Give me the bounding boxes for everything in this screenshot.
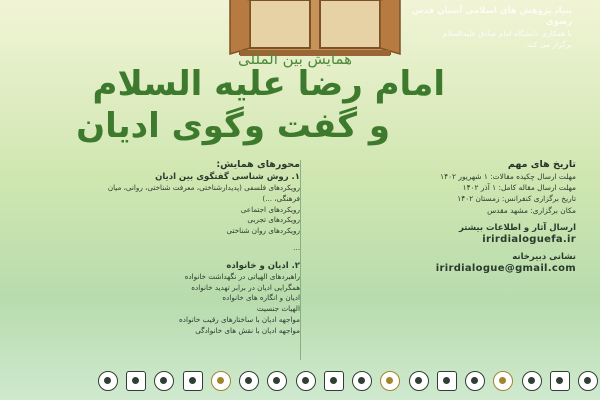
date-item: مکان برگزاری: مشهد مقدس	[487, 205, 576, 215]
sponsor-logo-icon	[522, 371, 542, 391]
theme-item: مواجهه ادیان با نقش های خانوادگی	[195, 325, 300, 335]
date-item: مهلت ارسال مقاله کامل: ۱ آذر ۱۴۰۲	[462, 183, 576, 193]
organizer-note: برگزار می کند:	[525, 40, 572, 49]
theme-item: الهیات جنسیت	[256, 304, 300, 314]
theme-item: مواجهه ادیان با ساختارهای رقیب خانواده	[179, 314, 300, 324]
sponsor-logo-icon	[437, 371, 457, 391]
dates-contact-column	[406, 158, 576, 275]
sponsor-logo-icon	[183, 371, 203, 391]
theme-item: رویکردهای فلسفی (پدیدارشناختی، معرفت شناختی، روانی، میان فرهنگی، ...)	[107, 183, 300, 203]
sponsor-logos-row	[98, 366, 598, 396]
conference-title-line1: امام رضا علیه السلام	[92, 64, 445, 104]
sponsor-logo-icon	[465, 371, 485, 391]
themes-heading: محورهای همایش:	[216, 159, 300, 170]
theme-item: همگرایی ادیان در برابر تهدید خانواده	[191, 282, 300, 292]
theme-item: رویکردهای روان شناختی	[226, 226, 300, 236]
conference-title-line2: و گفت وگوی ادیان	[76, 106, 390, 146]
themes-column	[100, 158, 300, 337]
email-link[interactable]: irirdialogue@gmail.com	[435, 263, 576, 275]
date-item: تاریخ برگزاری کنفرانس: زمستان ۱۴۰۲	[457, 194, 576, 204]
theme-ellipsis: ...	[293, 242, 300, 252]
sponsor-logo-icon	[267, 371, 287, 391]
website-link[interactable]: irirdialoguefa.ir	[482, 234, 576, 246]
sponsor-logo-icon	[380, 371, 400, 391]
sponsor-logo-icon	[126, 371, 146, 391]
conference-subtitle: همایش بین المللی	[238, 50, 352, 68]
sponsor-logo-icon	[550, 371, 570, 391]
send-works-label: ارسال آثار و اطلاعات بیشتر	[458, 222, 576, 233]
theme-item: رویکردهای تجربی	[247, 215, 300, 225]
theme-section-title: ۱. روش شناسی گفتگوی بین ادیان	[155, 172, 300, 182]
sponsor-logo-icon	[578, 371, 598, 391]
sponsor-logo-icon	[324, 371, 344, 391]
dates-heading: تاریخ های مهم	[507, 159, 576, 170]
sponsor-logo-icon	[296, 371, 316, 391]
sponsor-logo-icon	[154, 371, 174, 391]
date-item: مهلت ارسال چکیده مقالات: ۱ شهریور ۱۴۰۲	[440, 172, 576, 181]
theme-item: ادیان و انگاره های خانواده	[222, 293, 300, 303]
sponsor-logo-icon	[211, 371, 231, 391]
sponsor-logo-icon	[98, 371, 118, 391]
sponsor-logo-icon	[409, 371, 429, 391]
organizer-name: بنیاد پژوهش های اسلامی آستان قدس رضوی	[411, 6, 572, 27]
secretariat-label: نشانی دبیرخانه	[512, 252, 576, 263]
sponsor-logo-icon	[493, 371, 513, 391]
sponsor-logo-icon	[352, 371, 372, 391]
theme-section-title: ۲. ادیان و خانواده	[226, 260, 300, 271]
organizer-partner: با همکاری دانشگاه امام صادق علیه‌السلام	[442, 29, 572, 38]
theme-item: راهبردهای الهیاتی در نگهداشت خانواده	[184, 271, 300, 281]
column-divider	[300, 160, 301, 360]
theme-item: رویکردهای اجتماعی	[240, 204, 300, 214]
organizer-block	[397, 6, 572, 50]
sponsor-logo-icon	[239, 371, 259, 391]
